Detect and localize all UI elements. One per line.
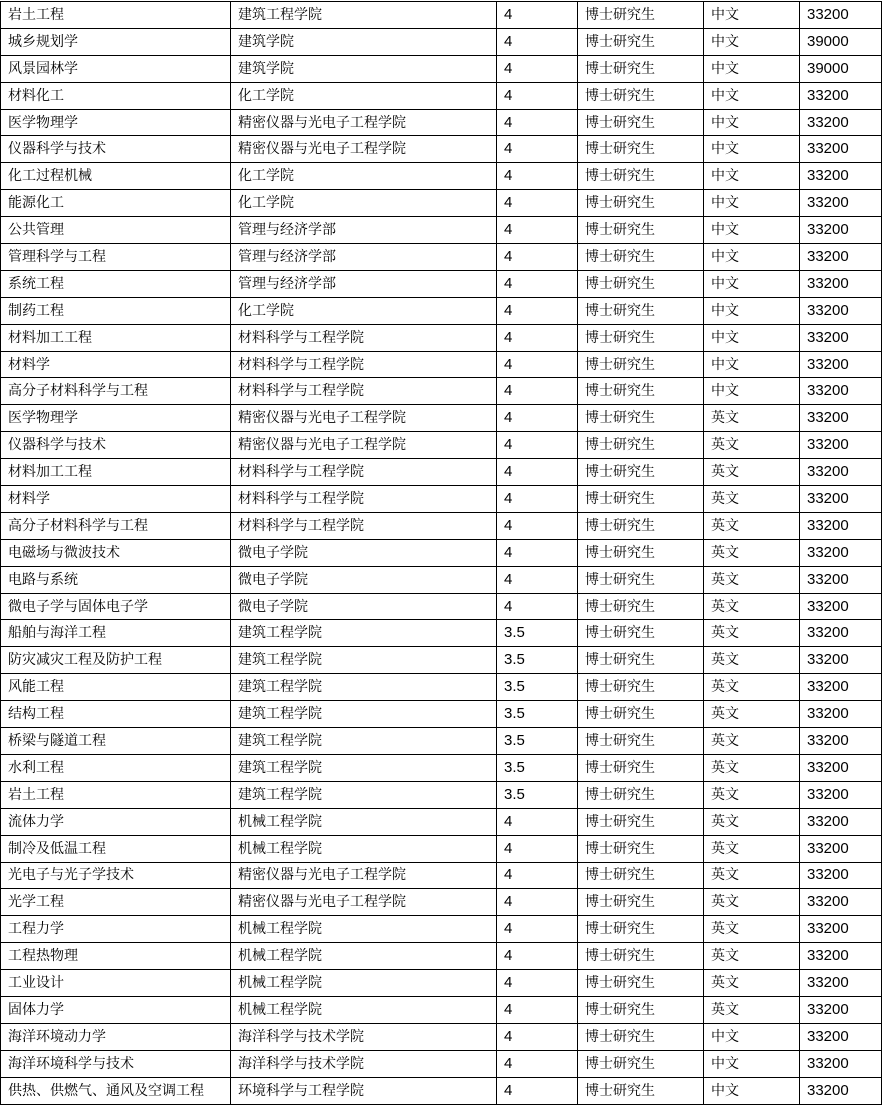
table-row [1,378,882,405]
tuition-cell: 33200 [800,754,882,781]
degree-cell: 博士研究生 [578,889,704,916]
language-cell: 中文 [704,190,800,217]
degree-cell: 博士研究生 [578,916,704,943]
tuition-cell: 33200 [800,136,882,163]
degree-cell: 博士研究生 [578,539,704,566]
degree-cell: 博士研究生 [578,486,704,513]
tuition-cell: 33200 [800,82,882,109]
school-cell: 机械工程学院 [231,943,497,970]
duration-cell: 4 [497,1023,578,1050]
degree-cell: 博士研究生 [578,674,704,701]
tuition-cell: 33200 [800,808,882,835]
duration-cell: 4 [497,2,578,29]
table-row [1,324,882,351]
school-cell: 管理与经济学部 [231,217,497,244]
table-row [1,889,882,916]
language-cell: 英文 [704,835,800,862]
language-cell: 英文 [704,539,800,566]
degree-cell: 博士研究生 [578,808,704,835]
school-cell: 建筑工程学院 [231,674,497,701]
language-cell: 英文 [704,728,800,755]
duration-cell: 4 [497,28,578,55]
duration-cell: 3.5 [497,728,578,755]
language-cell: 英文 [704,996,800,1023]
major-cell: 岩土工程 [1,781,231,808]
degree-cell: 博士研究生 [578,647,704,674]
school-cell: 建筑工程学院 [231,754,497,781]
tuition-cell: 33200 [800,190,882,217]
duration-cell: 4 [497,55,578,82]
duration-cell: 4 [497,539,578,566]
major-cell: 水利工程 [1,754,231,781]
tuition-cell: 33200 [800,109,882,136]
major-cell: 电磁场与微波技术 [1,539,231,566]
language-cell: 中文 [704,28,800,55]
tuition-cell: 33200 [800,539,882,566]
language-cell: 英文 [704,566,800,593]
major-cell: 微电子学与固体电子学 [1,593,231,620]
tuition-cell: 33200 [800,620,882,647]
tuition-cell: 33200 [800,244,882,271]
degree-cell: 博士研究生 [578,136,704,163]
school-cell: 建筑工程学院 [231,647,497,674]
table-row [1,1050,882,1077]
table-row [1,512,882,539]
table-row [1,109,882,136]
major-cell: 电路与系统 [1,566,231,593]
degree-cell: 博士研究生 [578,754,704,781]
degree-cell: 博士研究生 [578,378,704,405]
major-cell: 光学工程 [1,889,231,916]
table-row [1,835,882,862]
table-row [1,916,882,943]
language-cell: 英文 [704,647,800,674]
tuition-cell: 33200 [800,916,882,943]
degree-cell: 博士研究生 [578,2,704,29]
tuition-cell: 33200 [800,943,882,970]
degree-cell: 博士研究生 [578,862,704,889]
degree-cell: 博士研究生 [578,28,704,55]
degree-cell: 博士研究生 [578,163,704,190]
school-cell: 建筑工程学院 [231,2,497,29]
table-row [1,136,882,163]
tuition-cell: 33200 [800,728,882,755]
language-cell: 英文 [704,943,800,970]
tuition-cell: 33200 [800,163,882,190]
table-row [1,781,882,808]
major-cell: 能源化工 [1,190,231,217]
school-cell: 材料科学与工程学院 [231,486,497,513]
language-cell: 英文 [704,862,800,889]
table-row [1,754,882,781]
table-row [1,459,882,486]
table-row [1,996,882,1023]
duration-cell: 4 [497,512,578,539]
table-row [1,943,882,970]
school-cell: 微电子学院 [231,593,497,620]
duration-cell: 4 [497,459,578,486]
language-cell: 中文 [704,324,800,351]
school-cell: 建筑工程学院 [231,701,497,728]
tuition-cell: 39000 [800,28,882,55]
degree-cell: 博士研究生 [578,1023,704,1050]
school-cell: 建筑学院 [231,28,497,55]
degree-cell: 博士研究生 [578,82,704,109]
tuition-cell: 33200 [800,889,882,916]
language-cell: 英文 [704,512,800,539]
duration-cell: 3.5 [497,674,578,701]
degree-cell: 博士研究生 [578,217,704,244]
tuition-cell: 33200 [800,970,882,997]
major-cell: 管理科学与工程 [1,244,231,271]
school-cell: 海洋科学与技术学院 [231,1023,497,1050]
major-cell: 工程力学 [1,916,231,943]
table-row [1,620,882,647]
school-cell: 建筑学院 [231,55,497,82]
school-cell: 材料科学与工程学院 [231,378,497,405]
table-row [1,486,882,513]
table-row [1,351,882,378]
table-row [1,728,882,755]
language-cell: 中文 [704,217,800,244]
degree-cell: 博士研究生 [578,55,704,82]
duration-cell: 4 [497,297,578,324]
major-cell: 桥梁与隧道工程 [1,728,231,755]
language-cell: 中文 [704,109,800,136]
tuition-cell: 33200 [800,297,882,324]
duration-cell: 4 [497,566,578,593]
tuition-cell: 33200 [800,566,882,593]
school-cell: 精密仪器与光电子工程学院 [231,862,497,889]
language-cell: 中文 [704,270,800,297]
programs-table [0,1,882,1105]
tuition-cell: 33200 [800,486,882,513]
degree-cell: 博士研究生 [578,1050,704,1077]
tuition-cell: 33200 [800,674,882,701]
language-cell: 英文 [704,808,800,835]
degree-cell: 博士研究生 [578,405,704,432]
duration-cell: 3.5 [497,647,578,674]
duration-cell: 4 [497,190,578,217]
language-cell: 中文 [704,55,800,82]
degree-cell: 博士研究生 [578,566,704,593]
tuition-cell: 33200 [800,1050,882,1077]
major-cell: 工程热物理 [1,943,231,970]
school-cell: 建筑工程学院 [231,620,497,647]
major-cell: 城乡规划学 [1,28,231,55]
degree-cell: 博士研究生 [578,943,704,970]
language-cell: 英文 [704,781,800,808]
degree-cell: 博士研究生 [578,996,704,1023]
degree-cell: 博士研究生 [578,593,704,620]
school-cell: 材料科学与工程学院 [231,512,497,539]
tuition-cell: 33200 [800,324,882,351]
major-cell: 医学物理学 [1,405,231,432]
major-cell: 船舶与海洋工程 [1,620,231,647]
tuition-cell: 39000 [800,55,882,82]
degree-cell: 博士研究生 [578,109,704,136]
table-row [1,55,882,82]
language-cell: 中文 [704,1050,800,1077]
table-row [1,405,882,432]
major-cell: 医学物理学 [1,109,231,136]
school-cell: 机械工程学院 [231,996,497,1023]
school-cell: 精密仪器与光电子工程学院 [231,109,497,136]
language-cell: 中文 [704,2,800,29]
major-cell: 材料化工 [1,82,231,109]
major-cell: 供热、供燃气、通风及空调工程 [1,1077,231,1104]
school-cell: 材料科学与工程学院 [231,324,497,351]
major-cell: 材料学 [1,486,231,513]
duration-cell: 4 [497,109,578,136]
major-cell: 高分子材料科学与工程 [1,512,231,539]
tuition-cell: 33200 [800,1023,882,1050]
language-cell: 中文 [704,163,800,190]
duration-cell: 4 [497,351,578,378]
duration-cell: 4 [497,82,578,109]
tuition-cell: 33200 [800,2,882,29]
table-row [1,163,882,190]
duration-cell: 4 [497,593,578,620]
duration-cell: 4 [497,1050,578,1077]
school-cell: 机械工程学院 [231,835,497,862]
major-cell: 系统工程 [1,270,231,297]
table-row [1,28,882,55]
school-cell: 机械工程学院 [231,916,497,943]
tuition-cell: 33200 [800,996,882,1023]
major-cell: 结构工程 [1,701,231,728]
school-cell: 管理与经济学部 [231,244,497,271]
language-cell: 英文 [704,405,800,432]
table-row [1,432,882,459]
table-row [1,1077,882,1104]
table-row [1,82,882,109]
language-cell: 英文 [704,620,800,647]
language-cell: 英文 [704,754,800,781]
duration-cell: 4 [497,1077,578,1104]
school-cell: 机械工程学院 [231,970,497,997]
table-row [1,647,882,674]
school-cell: 机械工程学院 [231,808,497,835]
major-cell: 材料学 [1,351,231,378]
table-row [1,701,882,728]
programs-table-body [1,2,882,1105]
table-row [1,244,882,271]
tuition-cell: 33200 [800,405,882,432]
table-row [1,217,882,244]
school-cell: 海洋科学与技术学院 [231,1050,497,1077]
language-cell: 中文 [704,82,800,109]
tuition-cell: 33200 [800,593,882,620]
school-cell: 建筑工程学院 [231,781,497,808]
degree-cell: 博士研究生 [578,190,704,217]
table-row [1,190,882,217]
school-cell: 化工学院 [231,82,497,109]
duration-cell: 3.5 [497,781,578,808]
tuition-cell: 33200 [800,862,882,889]
duration-cell: 4 [497,486,578,513]
major-cell: 防灾减灾工程及防护工程 [1,647,231,674]
school-cell: 精密仪器与光电子工程学院 [231,432,497,459]
duration-cell: 4 [497,808,578,835]
degree-cell: 博士研究生 [578,970,704,997]
degree-cell: 博士研究生 [578,351,704,378]
degree-cell: 博士研究生 [578,835,704,862]
language-cell: 中文 [704,136,800,163]
degree-cell: 博士研究生 [578,1077,704,1104]
major-cell: 海洋环境动力学 [1,1023,231,1050]
tuition-cell: 33200 [800,351,882,378]
tuition-cell: 33200 [800,270,882,297]
tuition-cell: 33200 [800,378,882,405]
major-cell: 工业设计 [1,970,231,997]
degree-cell: 博士研究生 [578,781,704,808]
tuition-cell: 33200 [800,835,882,862]
major-cell: 仪器科学与技术 [1,432,231,459]
duration-cell: 3.5 [497,701,578,728]
language-cell: 中文 [704,351,800,378]
major-cell: 岩土工程 [1,2,231,29]
school-cell: 精密仪器与光电子工程学院 [231,136,497,163]
degree-cell: 博士研究生 [578,432,704,459]
school-cell: 材料科学与工程学院 [231,351,497,378]
school-cell: 环境科学与工程学院 [231,1077,497,1104]
duration-cell: 4 [497,217,578,244]
duration-cell: 4 [497,916,578,943]
major-cell: 仪器科学与技术 [1,136,231,163]
duration-cell: 4 [497,432,578,459]
table-row [1,566,882,593]
school-cell: 管理与经济学部 [231,270,497,297]
major-cell: 化工过程机械 [1,163,231,190]
tuition-cell: 33200 [800,512,882,539]
major-cell: 高分子材料科学与工程 [1,378,231,405]
degree-cell: 博士研究生 [578,620,704,647]
language-cell: 英文 [704,459,800,486]
table-row [1,674,882,701]
degree-cell: 博士研究生 [578,324,704,351]
school-cell: 材料科学与工程学院 [231,459,497,486]
school-cell: 精密仪器与光电子工程学院 [231,889,497,916]
degree-cell: 博士研究生 [578,701,704,728]
language-cell: 英文 [704,701,800,728]
language-cell: 中文 [704,297,800,324]
language-cell: 英文 [704,593,800,620]
table-row [1,808,882,835]
school-cell: 建筑工程学院 [231,728,497,755]
tuition-cell: 33200 [800,217,882,244]
major-cell: 制冷及低温工程 [1,835,231,862]
school-cell: 化工学院 [231,297,497,324]
duration-cell: 4 [497,136,578,163]
major-cell: 制药工程 [1,297,231,324]
degree-cell: 博士研究生 [578,270,704,297]
school-cell: 化工学院 [231,163,497,190]
table-row [1,539,882,566]
duration-cell: 4 [497,889,578,916]
table-row [1,593,882,620]
major-cell: 风能工程 [1,674,231,701]
table-row [1,970,882,997]
tuition-cell: 33200 [800,701,882,728]
language-cell: 英文 [704,916,800,943]
major-cell: 海洋环境科学与技术 [1,1050,231,1077]
tuition-cell: 33200 [800,432,882,459]
degree-cell: 博士研究生 [578,512,704,539]
major-cell: 材料加工工程 [1,324,231,351]
language-cell: 英文 [704,889,800,916]
language-cell: 英文 [704,970,800,997]
duration-cell: 4 [497,378,578,405]
table-row [1,2,882,29]
major-cell: 固体力学 [1,996,231,1023]
major-cell: 材料加工工程 [1,459,231,486]
language-cell: 英文 [704,486,800,513]
duration-cell: 4 [497,970,578,997]
language-cell: 中文 [704,1023,800,1050]
major-cell: 风景园林学 [1,55,231,82]
major-cell: 光电子与光子学技术 [1,862,231,889]
table-row [1,270,882,297]
duration-cell: 4 [497,996,578,1023]
tuition-cell: 33200 [800,781,882,808]
duration-cell: 3.5 [497,620,578,647]
school-cell: 微电子学院 [231,566,497,593]
school-cell: 精密仪器与光电子工程学院 [231,405,497,432]
major-cell: 公共管理 [1,217,231,244]
duration-cell: 4 [497,324,578,351]
language-cell: 英文 [704,674,800,701]
duration-cell: 4 [497,270,578,297]
duration-cell: 4 [497,862,578,889]
table-row [1,1023,882,1050]
language-cell: 中文 [704,1077,800,1104]
tuition-cell: 33200 [800,1077,882,1104]
tuition-cell: 33200 [800,459,882,486]
language-cell: 中文 [704,378,800,405]
degree-cell: 博士研究生 [578,244,704,271]
duration-cell: 3.5 [497,754,578,781]
degree-cell: 博士研究生 [578,297,704,324]
school-cell: 化工学院 [231,190,497,217]
degree-cell: 博士研究生 [578,728,704,755]
tuition-cell: 33200 [800,647,882,674]
degree-cell: 博士研究生 [578,459,704,486]
major-cell: 流体力学 [1,808,231,835]
language-cell: 英文 [704,432,800,459]
duration-cell: 4 [497,244,578,271]
table-row [1,862,882,889]
table-row [1,297,882,324]
language-cell: 中文 [704,244,800,271]
school-cell: 微电子学院 [231,539,497,566]
duration-cell: 4 [497,835,578,862]
duration-cell: 4 [497,943,578,970]
duration-cell: 4 [497,163,578,190]
duration-cell: 4 [497,405,578,432]
